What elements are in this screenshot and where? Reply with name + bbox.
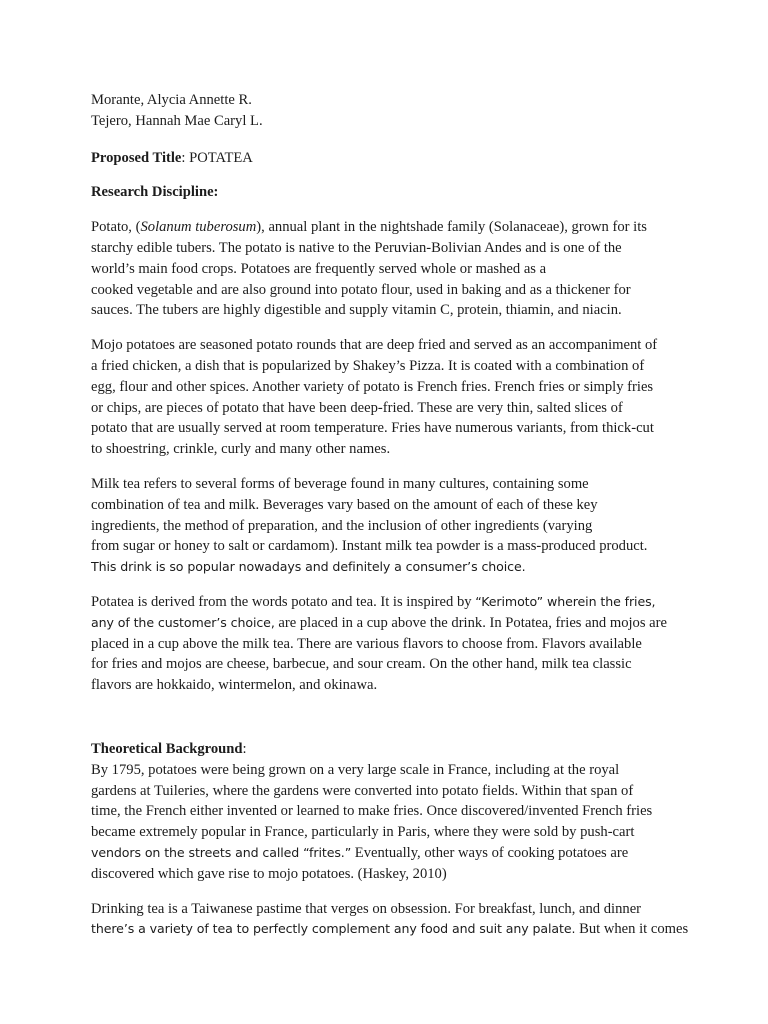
text-run: ), annual plant in the nightshade family (Solanaceae), grown for its (256, 219, 647, 236)
text-line: time, the French either invented or learned to make fries. Once discovered/invented French fries (91, 803, 653, 820)
paragraph-milk-tea (91, 474, 689, 578)
text-run: “Kerimoto” wherein the fries, (475, 593, 656, 609)
text-line (91, 613, 689, 634)
theoretical-background-label: Theoretical Background (91, 740, 243, 757)
research-discipline-heading (91, 182, 689, 203)
text-run: any of the customer’s choice, (91, 614, 275, 630)
research-discipline-label: Research Discipline: (91, 184, 219, 201)
text-line: a fried chicken, a dish that is popularized by Shakey’s Pizza. It is coated with a combination of (91, 357, 645, 374)
author-name: Tejero, Hannah Mae Caryl L. (91, 112, 263, 129)
paragraph-tea-taiwan (91, 899, 689, 941)
text-line: to shoestring, crinkle, curly and many other names. (91, 441, 391, 458)
text-line (91, 919, 689, 940)
paragraph-potatea (91, 592, 689, 696)
text-run: Potato, ( (91, 219, 141, 236)
text-line: potato that are usually served at room temperature. Fries have numerous variants, from thick-cut (91, 420, 654, 437)
text-line: flavors are hokkaido, wintermelon, and okinawa. (91, 677, 378, 694)
text-line (91, 217, 689, 238)
text-line: starchy edible tubers. The potato is native to the Peruvian-Bolivian Andes and is one of the (91, 239, 622, 256)
text-line: sauces. The tubers are highly digestible and supply vitamin C, protein, thiamin, and niacin. (91, 302, 622, 319)
text-run: vendors on the streets and called “frites.” (91, 844, 352, 860)
text-line: gardens at Tuileries, where the gardens were converted into potato fields. Within that span of (91, 782, 634, 799)
author-name: Morante, Alycia Annette R. (91, 92, 252, 108)
proposed-title-label: Proposed Title (91, 149, 182, 166)
text-line: or chips, are pieces of potato that have been deep-fried. These are very thin, salted slices of (91, 399, 623, 416)
text-line: placed in a cup above the milk tea. There are various flavors to choose from. Flavors available (91, 635, 642, 652)
text-line: Mojo potatoes are seasoned potato rounds that are deep fried and served as an accompaniment of (91, 337, 658, 354)
text-line (91, 843, 689, 864)
text-run: Potatea is derived from the words potato and tea. It is inspired by (91, 593, 476, 610)
proposed-title-value: : POTATEA (181, 149, 253, 166)
text-line: for fries and mojos are cheese, barbecue, and sour cream. On the other hand, milk tea classic (91, 656, 632, 673)
authors-block (91, 90, 689, 132)
proposed-title (91, 148, 689, 169)
text-line: cooked vegetable and are also ground into potato flour, used in baking and as a thickener for (91, 281, 631, 298)
blank-space (91, 710, 689, 739)
text-line: Drinking tea is a Taiwanese pastime that verges on obsession. For breakfast, lunch, and dinner (91, 900, 642, 917)
text-line: egg, flour and other spices. Another variety of potato is French fries. French fries or simply fries (91, 378, 654, 395)
text-line: By 1795, potatoes were being grown on a very large scale in France, including at the royal (91, 761, 620, 778)
paragraph-potato (91, 217, 689, 321)
text-line: world’s main food crops. Potatoes are frequently served whole or mashed as a (91, 260, 547, 277)
text-run: there’s a variety of tea to perfectly complement any food and suit any palate. (91, 921, 576, 937)
text-run: are placed in a cup above the drink. In Potatea, fries and mojos are (274, 614, 667, 631)
text-line: combination of tea and milk. Beverages vary based on the amount of each of these key (91, 496, 598, 513)
text-line (91, 592, 689, 613)
document-page (91, 90, 689, 954)
text-line: This drink is so popular nowadays and definitely a consumer’s choice. (91, 559, 526, 575)
paragraph-mojo-fries (91, 335, 689, 460)
theoretical-background-heading (91, 739, 689, 760)
text-line: discovered which gave rise to mojo potatoes. (Haskey, 2010) (91, 865, 447, 882)
heading-colon: : (242, 740, 247, 757)
text-line: from sugar or honey to salt or cardamom). Instant milk tea powder is a mass-produced product. (91, 538, 648, 555)
scientific-name: Solanum tuberosum (140, 219, 257, 236)
text-line: Milk tea refers to several forms of beverage found in many cultures, containing some (91, 475, 589, 492)
text-run: Eventually, other ways of cooking potatoes are (351, 844, 629, 861)
text-run: But when it comes (575, 921, 689, 938)
paragraph-fries-history (91, 760, 689, 885)
text-line: ingredients, the method of preparation, and the inclusion of other ingredients (varying (91, 517, 593, 534)
text-line: became extremely popular in France, particularly in Paris, where they were sold by push-cart (91, 824, 635, 841)
